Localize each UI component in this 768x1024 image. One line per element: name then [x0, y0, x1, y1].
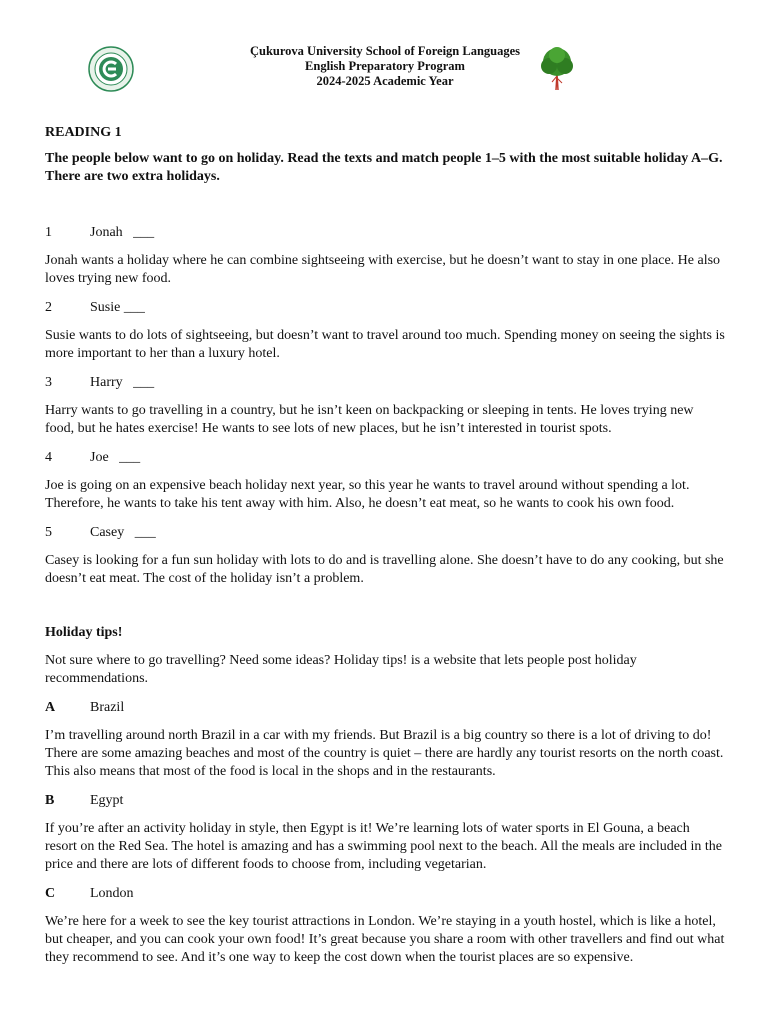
person-name: Susie — [90, 300, 121, 315]
person-description: Joe is going on an expensive beach holiday next year, so this year he wants to travel around without spending a lot. Therefore, he wants to take his tent away with him. Also, he doesn’t eat meat, so he wants to cook his own food. — [45, 478, 690, 511]
holiday-letter: B — [45, 793, 55, 808]
holiday-description: I’m travelling around north Brazil in a car with my friends. But Brazil is a big country so there is a lot of driving to do! There are some amazing beaches and most of the country is quiet – there are hardly any tourist resorts on the north coast. This also means that most of the food is local in the shops and in the restaurants. — [45, 728, 724, 779]
university-seal-logo — [88, 46, 134, 92]
person-name: Casey — [90, 525, 125, 540]
answer-blank[interactable]: ___ — [119, 450, 141, 465]
person-number: 2 — [45, 300, 52, 315]
answer-blank[interactable]: ___ — [123, 300, 145, 315]
person-name: Jonah — [90, 225, 123, 240]
person-description: Casey is looking for a fun sun holiday with lots to do and is travelling alone. She doesn’t have to do any cooking, but she doesn’t eat meat. The cost of the holiday isn’t a problem. — [45, 553, 724, 586]
reading-content — [45, 124, 725, 978]
academic-year: 2024-2025 Academic Year — [316, 74, 454, 88]
holiday-letter: C — [45, 886, 56, 901]
person-item — [45, 299, 725, 363]
instructions: The people below want to go on holiday. Read the texts and match people 1–5 with the most suitable holiday A–G. There are two extra holidays. — [45, 151, 723, 184]
holiday-place: Brazil — [90, 700, 125, 715]
header — [0, 44, 768, 96]
person-description: Jonah wants a holiday where he can combine sightseeing with exercise, but he doesn’t want to stay in one place. He also loves trying new food. — [45, 253, 721, 286]
person-number: 4 — [45, 450, 52, 465]
people-list — [45, 224, 725, 588]
institution-name: Çukurova University School of Foreign Languages — [249, 44, 521, 58]
holiday-tips-section — [45, 624, 725, 967]
person-number: 3 — [45, 375, 52, 390]
holiday-place: London — [90, 886, 134, 901]
holiday-item — [45, 699, 725, 781]
holiday-description: We’re here for a week to see the key tourist attractions in London. We’re staying in a youth hostel, which is like a hotel, but cheaper, and you can cook your own food! It’s great because you share a room with other travellers and find out what they recommend to see. And it’s one way to keep the cost down when the tourist places are so expensive. — [45, 914, 725, 965]
person-item — [45, 524, 725, 588]
person-description: Susie wants to do lots of sightseeing, but doesn’t want to travel around too much. Spending money on seeing the sights is more important to her than a luxury hotel. — [45, 328, 725, 361]
tips-intro: Not sure where to go travelling? Need some ideas? Holiday tips! is a website that lets people post holiday recommendations. — [45, 653, 637, 686]
person-item — [45, 224, 725, 288]
person-item — [45, 374, 725, 438]
person-name: Harry — [90, 375, 123, 390]
institution-heading — [230, 44, 540, 89]
holiday-description: If you’re after an activity holiday in style, then Egypt is it! We’re learning lots of water sports in El Gouna, a beach resort on the Red Sea. The hotel is amazing and has a swimming pool next to the beach. All the meals are included in the price and there are lots of different foods to choose from, including vegetarian. — [45, 821, 723, 872]
answer-blank[interactable]: ___ — [133, 225, 155, 240]
person-description: Harry wants to go travelling in a country, but he isn’t keen on backpacking or sleeping in tents. He loves trying new food, but he hates exercise! He wants to see lots of new places, but he isn’t interested in tourist spots. — [45, 403, 694, 436]
tree-logo — [538, 46, 576, 92]
answer-blank[interactable]: ___ — [133, 375, 155, 390]
person-item — [45, 449, 725, 513]
holiday-place: Egypt — [90, 793, 124, 808]
person-number: 1 — [45, 225, 52, 240]
holiday-item — [45, 885, 725, 967]
person-name: Joe — [90, 450, 109, 465]
section-title: READING 1 — [45, 125, 122, 140]
answer-blank[interactable]: ___ — [134, 525, 156, 540]
holiday-item — [45, 792, 725, 874]
tips-title: Holiday tips! — [45, 625, 123, 640]
person-number: 5 — [45, 525, 52, 540]
program-name: English Preparatory Program — [305, 59, 465, 73]
holiday-letter: A — [45, 700, 56, 715]
